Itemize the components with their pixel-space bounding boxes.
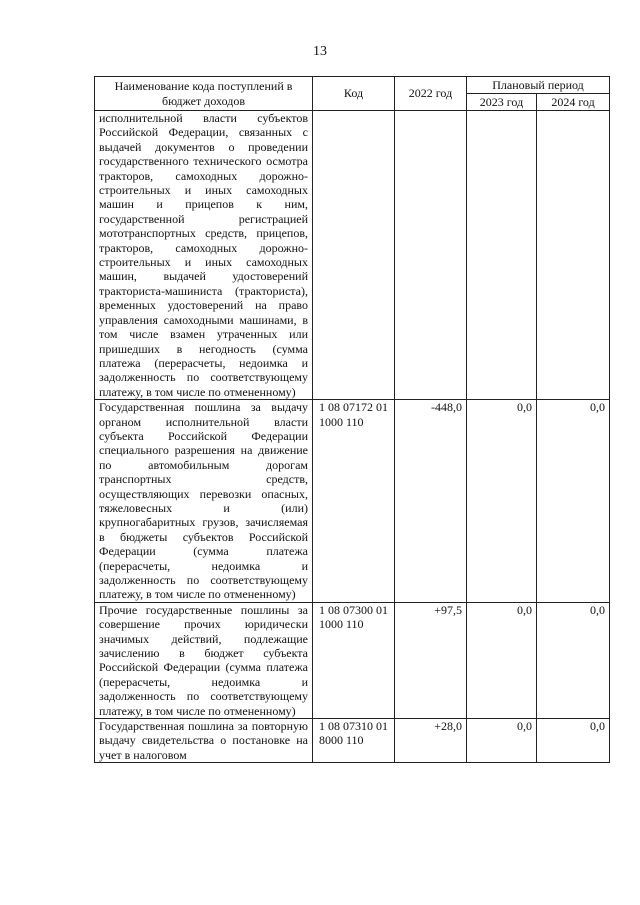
row-name: Прочие государственные пошлины за совершение прочих юридически значимых действий, подлежащие зачислению в бюджет субъекта Российской Федерации (сумма платежа (перерасчеты, недоимка и задолженность по соответствующему платежу, в том числе по отмененному) (95, 602, 313, 718)
row-code (313, 111, 395, 400)
row-name: Государственная пошлина за повторную выдачу свидетельства о постановке на учет в налоговом (95, 719, 313, 763)
row-value-2022: -448,0 (395, 400, 467, 603)
row-value-2024: 0,0 (537, 400, 610, 603)
row-code: 1 08 07172 01 1000 110 (313, 400, 395, 603)
header-year-2022: 2022 год (395, 77, 467, 111)
table-row (95, 111, 610, 400)
header-planned-period: Плановый период (467, 77, 610, 94)
row-name: исполнительной власти субъектов Российской Федерации, связанных с выдачей документов о проведении государственного технического осмотра тракторов, самоходных дорожно-строительных и иных самоходных машин и прицепов к ним, государственной регистрацией мототранспортных средств, прицепов, тракторов, самоходных дорожно-строительных и иных самоходных машин, выдачей удостоверений тракториста-машиниста (тракториста), временных удостоверений на право управления самоходными машинами, в том числе взамен утраченных или пришедших в негодность (сумма платежа (перерасчеты, недоимка и задолженность по соответствующему платежу, в том числе по отмененному) (95, 111, 313, 400)
row-value-2024: 0,0 (537, 602, 610, 718)
row-value-2022 (395, 111, 467, 400)
row-value-2022: +97,5 (395, 602, 467, 718)
table-row (95, 400, 610, 603)
row-code: 1 08 07310 01 8000 110 (313, 719, 395, 763)
row-value-2023 (467, 111, 537, 400)
row-name: Государственная пошлина за выдачу органом исполнительной власти субъекта Российской Федерации специального разрешения на движение по автомобильным дорогам транспортных средств, осуществляющих перевозки опасных, тяжеловесных и (или) крупногабаритных грузов, зачисляемая в бюджеты субъектов Российской Федерации (сумма платежа (перерасчеты, недоимка и задолженность по соответствующему платежу, в том числе по отмененному) (95, 400, 313, 603)
row-value-2023: 0,0 (467, 719, 537, 763)
row-value-2024 (537, 111, 610, 400)
revenue-table (94, 76, 610, 763)
row-value-2024: 0,0 (537, 719, 610, 763)
table-row (95, 719, 610, 763)
table-row (95, 602, 610, 718)
header-code: Код (313, 77, 395, 111)
row-value-2023: 0,0 (467, 602, 537, 718)
header-year-2023: 2023 год (467, 94, 537, 111)
header-name: Наименование кода поступлений в бюджет доходов (95, 77, 313, 111)
row-code: 1 08 07300 01 1000 110 (313, 602, 395, 718)
row-value-2022: +28,0 (395, 719, 467, 763)
header-year-2024: 2024 год (537, 94, 610, 111)
page-number: 13 (313, 44, 327, 59)
row-value-2023: 0,0 (467, 400, 537, 603)
